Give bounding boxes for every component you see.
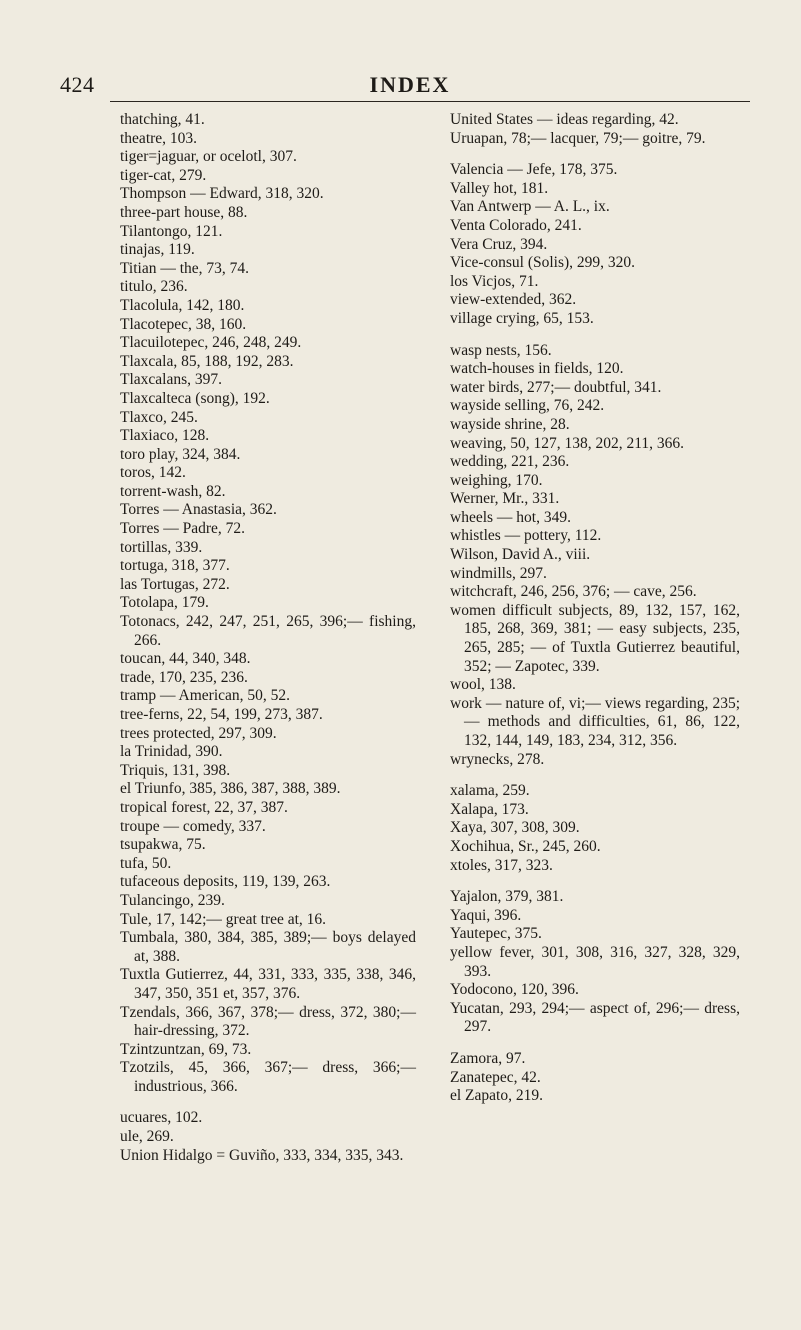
index-entry: tiger-cat, 279. — [120, 166, 207, 184]
index-entry: windmills, 297. — [450, 564, 547, 582]
index-entry: la Trinidad, 390. — [120, 743, 223, 761]
index-entry: yellow fever, 301, 308, 316, 327, 328, 329, 393. — [450, 943, 740, 980]
running-head: INDEX — [369, 72, 451, 97]
index-entry: Uruapan, 78;— lacquer, 79;— goitre, 79. — [450, 129, 706, 147]
index-entry: tropical forest, 22, 37, 387. — [120, 798, 288, 816]
index-entry: toros, 142. — [120, 464, 186, 482]
index-entry: Vice-consul (Solis), 299, 320. — [450, 254, 636, 272]
index-entry: work — nature of, vi;— views regarding, 235;— methods and difficulties, 61, 86, 122, 132, 144, 149, 183, 234, 312, 356. — [450, 694, 740, 749]
index-entry: Zanatepec, 42. — [450, 1068, 541, 1086]
index-entry: Van Antwerp — A. L., ix. — [450, 198, 610, 216]
index-entry: Tzotzils, 45, 366, 367;— dress, 366;— industrious, 366. — [120, 1059, 416, 1095]
index-entry: wedding, 221, 236. — [450, 453, 570, 471]
index-entry: Tzintzuntzan, 69, 73. — [120, 1040, 252, 1058]
index-entry: Valley hot, 181. — [450, 179, 549, 197]
index-entry: tsupakwa, 75. — [120, 836, 206, 854]
index-entry: watch-houses in fields, 120. — [450, 360, 624, 378]
index-entry: Valencia — Jefe, 178, 375. — [450, 161, 618, 179]
index-entry: Totolapa, 179. — [120, 594, 209, 612]
index-entry: United States — ideas regarding, 42. — [450, 111, 679, 128]
section-gap — [450, 329, 740, 342]
section-gap — [450, 1037, 740, 1050]
index-entry: Tzendals, 366, 367, 378;— dress, 372, 380;— hair-dressing, 372. — [120, 1003, 416, 1040]
index-entry: xtoles, 317, 323. — [450, 856, 553, 874]
section-gap — [450, 769, 740, 782]
index-entry: Titian — the, 73, 74. — [120, 259, 250, 277]
index-entry: Yaqui, 396. — [450, 906, 522, 924]
index-entry: titulo, 236. — [120, 278, 188, 296]
index-entry: Tule, 17, 142;— great tree at, 16. — [120, 910, 327, 928]
index-entry: Tlaxco, 245. — [120, 408, 198, 426]
index-entry: Werner, Mr., 331. — [450, 490, 560, 508]
index-entry: Yodocono, 120, 396. — [450, 981, 579, 999]
section-gap — [450, 148, 740, 161]
index-entry: tree-ferns, 22, 54, 199, 273, 387. — [120, 706, 323, 723]
index-entry: Tlaxcala, 85, 188, 192, 283. — [120, 352, 294, 370]
index-entry: wayside selling, 76, 242. — [450, 397, 605, 415]
page-header — [60, 72, 760, 104]
index-entry: torrent-wash, 82. — [120, 482, 226, 500]
index-entry: ucuares, 102. — [120, 1109, 203, 1127]
index-entry: thatching, 41. — [120, 111, 205, 128]
index-entry: Wilson, David A., viii. — [450, 546, 591, 564]
index-entry: Tlacotepec, 38, 160. — [120, 315, 247, 333]
index-entry: Totonacs, 242, 247, 251, 265, 396;— fishing, 266. — [120, 613, 416, 649]
index-entry: ule, 269. — [120, 1128, 174, 1146]
index-entry: el Triunfo, 385, 386, 387, 388, 389. — [120, 780, 341, 798]
section-gap — [450, 875, 740, 888]
index-entry: tinajas, 119. — [120, 241, 195, 259]
index-entry: Zamora, 97. — [450, 1049, 526, 1067]
index-entry: Tlaxcalteca (song), 192. — [120, 389, 270, 407]
index-entry: Tlacuilotepec, 246, 248, 249. — [120, 334, 302, 352]
index-entry: wasp nests, 156. — [450, 341, 552, 359]
index-entry: las Tortugas, 272. — [120, 575, 230, 593]
section-gap — [120, 1096, 416, 1109]
index-entry: view-extended, 362. — [450, 291, 577, 309]
index-entry: village crying, 65, 153. — [450, 309, 594, 327]
index-entry: wrynecks, 278. — [450, 750, 545, 768]
index-entry: troupe — comedy, 337. — [120, 817, 266, 835]
index-entry: los Vicjos, 71. — [450, 272, 539, 290]
index-entry: water birds, 277;— doubtful, 341. — [450, 378, 662, 396]
index-entry: Xochihua, Sr., 245, 260. — [450, 837, 601, 855]
index-entry: trade, 170, 235, 236. — [120, 668, 248, 686]
index-entry: xalama, 259. — [450, 782, 530, 800]
index-entry: Xaya, 307, 308, 309. — [450, 819, 580, 837]
index-entry: women difficult subjects, 89, 132, 157, 162, 185, 268, 369, 381; — easy subjects, 235, 265, 285; — of Tuxtla Gutierrez beautiful, 352; — Zapotec, 339. — [450, 601, 740, 675]
index-entry: Tulancingo, 239. — [120, 891, 225, 909]
index-entry: theatre, 103. — [120, 129, 198, 147]
index-entry: witchcraft, 246, 256, 376; — cave, 256. — [450, 583, 697, 601]
index-entry: tiger=jaguar, or ocelotl, 307. — [120, 148, 297, 166]
index-entry: Vera Cruz, 394. — [450, 235, 548, 253]
index-entry: toro play, 324, 384. — [120, 445, 241, 463]
page-number: 424 — [60, 72, 95, 97]
index-column-left — [120, 111, 416, 1165]
index-entry: toucan, 44, 340, 348. — [120, 650, 251, 668]
index-entry: Tlaxiaco, 128. — [120, 427, 210, 445]
index-entry: Tumbala, 380, 384, 385, 389;— boys delayed at, 388. — [120, 929, 416, 965]
index-entry: tortuga, 318, 377. — [120, 557, 230, 575]
index-entry: wayside shrine, 28. — [450, 415, 570, 433]
index-entry: Tlacolula, 142, 180. — [120, 296, 245, 314]
index-entry: three-part house, 88. — [120, 203, 248, 221]
index-entry: trees protected, 297, 309. — [120, 724, 277, 742]
index-entry: Torres — Padre, 72. — [120, 520, 246, 538]
index-entry: Venta Colorado, 241. — [450, 216, 582, 234]
index-entry: tramp — American, 50, 52. — [120, 687, 291, 705]
index-entry: weaving, 50, 127, 138, 202, 211, 366. — [450, 434, 685, 452]
index-entry: weighing, 170. — [450, 471, 543, 489]
index-entry: wheels — hot, 349. — [450, 508, 571, 526]
index-entry: Thompson — Edward, 318, 320. — [120, 185, 324, 203]
index-column-right — [450, 111, 740, 1106]
index-entry: Union Hidalgo = Guviño, 333, 334, 335, 343. — [120, 1146, 404, 1164]
index-entry: Tilantongo, 121. — [120, 222, 223, 240]
index-entry: el Zapato, 219. — [450, 1087, 543, 1105]
index-entry: Xalapa, 173. — [450, 800, 529, 818]
index-entry: Yucatan, 293, 294;— aspect of, 296;— dress, 297. — [450, 999, 740, 1036]
index-entry: tufa, 50. — [120, 854, 172, 872]
index-entry: Yautepec, 375. — [450, 925, 542, 943]
index-entry: tufaceous deposits, 119, 139, 263. — [120, 873, 331, 891]
index-entry: Triquis, 131, 398. — [120, 761, 231, 779]
index-entry: Yajalon, 379, 381. — [450, 888, 564, 906]
index-entry: Tlaxcalans, 397. — [120, 371, 223, 389]
index-entry: whistles — pottery, 112. — [450, 527, 602, 545]
header-rule — [110, 101, 750, 102]
index-entry: tortillas, 339. — [120, 538, 203, 556]
index-entry: Torres — Anastasia, 362. — [120, 501, 277, 519]
index-entry: wool, 138. — [450, 676, 516, 694]
index-entry: Tuxtla Gutierrez, 44, 331, 333, 335, 338, 346, 347, 350, 351 et, 357, 376. — [120, 966, 416, 1002]
